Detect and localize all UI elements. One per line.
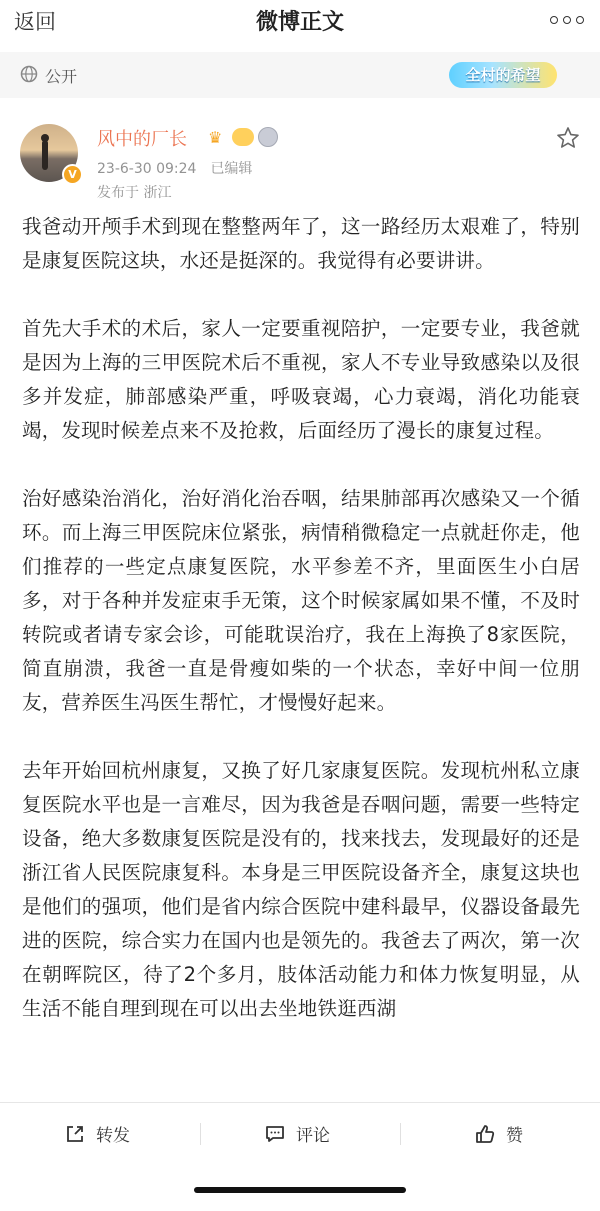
like-label: 赞 <box>506 1126 523 1146</box>
post-paragraph: 治好感染治消化，治好消化治吞咽，结果肺部再次感染又一个循环。而上海三甲医院床位紧张，病情稍微稳定一点就赶你走，他们推荐的一些定点康复医院，水平参差不齐，里面医生小白居多，对于各种并发症束手无策，这个时候家属如果不懂，不及时转院或者请专家会诊，可能耽误治疗，我在上海换了8家医院，简直崩溃，我爸一直是骨瘦如柴的一个状态，幸好中间一位朋友，营养医生冯医生帮忙，才慢慢好起来。 <box>22 487 580 714</box>
author-name[interactable]: 风中的厂长 <box>97 129 187 150</box>
repost-button[interactable] <box>64 1121 130 1146</box>
post-paragraph: 首先大手术的术后，家人一定要重视陪护，一定要专业，我爸就是因为上海的三甲医院术后不重视，家人不专业导致感染以及很多并发症，肺部感染严重，呼吸衰竭，心力衰竭，消化功能衰竭，发现时候差点来不及抢救，后面经历了漫长的康复过程。 <box>22 317 580 442</box>
repost-icon <box>64 1123 86 1145</box>
visibility-label: 公开 <box>45 67 78 86</box>
crown-icon: ♛ <box>208 128 223 147</box>
post-location: 发布于 浙江 <box>97 185 172 201</box>
globe-icon <box>20 65 38 83</box>
back-button[interactable]: 返回 <box>14 10 56 34</box>
action-bar <box>0 1102 600 1165</box>
fan-badge-banner[interactable]: 全村的希望 <box>449 62 557 88</box>
more-icon[interactable] <box>550 16 584 26</box>
top-bar <box>0 0 600 42</box>
comment-button[interactable] <box>264 1121 330 1146</box>
post-meta <box>97 158 252 178</box>
page-title: 微博正文 <box>255 10 344 35</box>
like-button[interactable] <box>474 1121 523 1146</box>
star-icon[interactable] <box>556 126 580 150</box>
visibility-bar <box>0 52 600 98</box>
like-icon <box>474 1123 496 1145</box>
verified-badge-icon: V <box>62 164 83 185</box>
comment-label: 评论 <box>296 1126 330 1146</box>
medal-icon <box>258 127 278 147</box>
level-icon <box>232 128 254 146</box>
post-paragraph: 去年开始回杭州康复，又换了好几家康复医院。发现杭州私立康复医院水平也是一言难尽，因为我爸是吞咽问题，需要一些特定设备，绝大多数康复医院是没有的，找来找去，发现最好的还是浙江省人民医院康复科。本身是三甲医院设备齐全，康复这块也是他们的强项，他们是省内综合医院中建科最早，仪器设备最先进的医院，综合实力在国内也是领先的。我爸去了两次，第一次在朝晖院区，待了2个多月，肢体活动能力和体力恢复明显，从生活不能自理到现在可以出去坐地铁逛西湖 <box>22 759 580 1020</box>
comment-icon <box>264 1123 286 1145</box>
home-indicator[interactable] <box>194 1187 406 1193</box>
post-body <box>22 210 580 1060</box>
repost-label: 转发 <box>96 1126 130 1146</box>
post-time: 23-6-30 09:24 <box>97 161 197 177</box>
post-paragraph: 我爸动开颅手术到现在整整两年了，这一路经历太艰难了，特别是康复医院这块，水还是挺深的。我觉得有必要讲讲。 <box>22 215 580 272</box>
edited-label: 已编辑 <box>210 161 253 177</box>
